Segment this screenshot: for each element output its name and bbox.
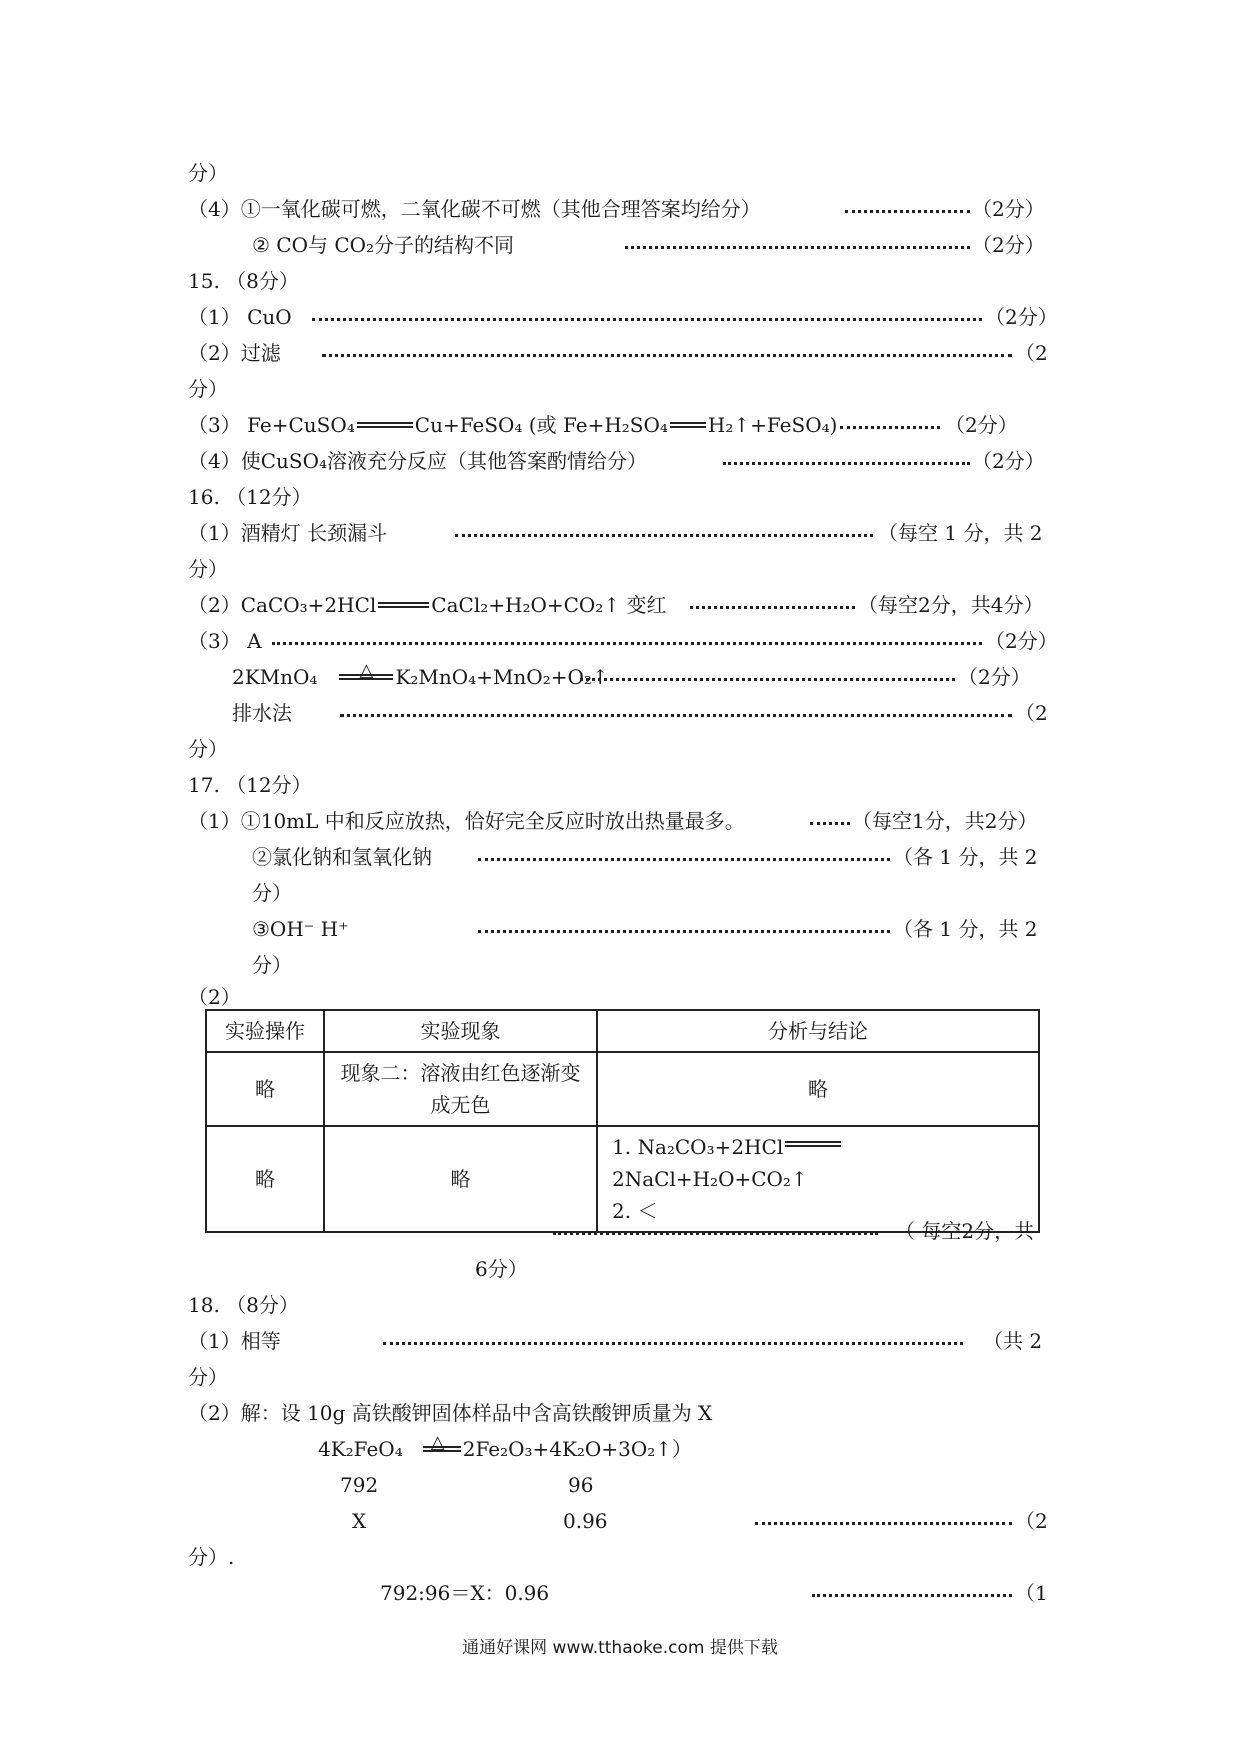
dot-leader <box>383 1342 963 1345</box>
table-cell: 略 <box>206 1126 324 1232</box>
text-line: 分） <box>188 557 228 581</box>
text-line: （2）解：设 10g 高铁酸钾固体样品中含高铁酸钾质量为 X <box>188 1401 713 1425</box>
dot-leader <box>625 246 970 249</box>
equation-products: 2NaCl+H₂O+CO₂↑ <box>612 1167 808 1191</box>
table-header: 分析与结论 <box>597 1010 1039 1052</box>
experiment-table <box>205 1009 1040 1233</box>
equation-products: CaCl₂+H₂O+CO₂↑ 变红 <box>431 593 667 617</box>
equation-products: H₂↑+FeSO₄) <box>707 413 838 437</box>
score: （各 1 分，共 2 <box>893 917 1038 941</box>
equation-reactants: （3） Fe+CuSO₄ <box>188 413 355 437</box>
table-header: 实验现象 <box>324 1010 597 1052</box>
answer-4-line2: ② CO与 CO₂分子的结构不同 <box>252 233 515 257</box>
equals-sign <box>355 412 415 438</box>
text-line: 792 <box>340 1473 379 1497</box>
dot-leader <box>478 858 890 861</box>
score: （2分） <box>958 665 1031 689</box>
dot-leader <box>340 714 1012 717</box>
question-15-heading: 15. （8分） <box>188 269 299 293</box>
text-line: 96 <box>568 1473 594 1497</box>
text-line: 792:96＝X：0.96 <box>380 1581 550 1605</box>
page-footer: 通通好课网 www.tthaoke.com 提供下载 <box>462 1638 778 1658</box>
score: （每空1分，共2分） <box>852 809 1038 833</box>
dot-leader <box>312 318 982 321</box>
text-line: 分） <box>188 1365 228 1389</box>
text-line: X <box>352 1509 367 1533</box>
equation-reactants: （2）CaCO₃+2HCl <box>188 593 377 617</box>
table-cell: 略 <box>324 1126 597 1232</box>
dot-leader <box>723 462 970 465</box>
equation-line <box>188 412 837 438</box>
equation-line <box>612 1131 1030 1195</box>
score: （各 1 分，共 2 <box>893 845 1038 869</box>
score: （2分） <box>945 413 1018 437</box>
score: （2 <box>1015 701 1048 725</box>
question-17-heading: 17. （12分） <box>188 773 312 797</box>
text-line: 6分） <box>475 1257 528 1281</box>
equals-sign <box>376 592 431 618</box>
dot-leader <box>272 642 982 645</box>
dot-leader <box>478 930 890 933</box>
equation-products: K₂MnO₄+MnO₂+O₂↑ <box>395 665 609 689</box>
text-line: （1）相等 <box>188 1329 281 1353</box>
text-line: （2）过滤 <box>188 341 281 365</box>
text-line: （1） CuO <box>188 305 292 329</box>
text-line: （1）①10mL 中和反应放热，恰好完全反应时放出热量最多。 <box>188 809 745 833</box>
text-line: （4）使CuSO₄溶液充分反应（其他答案酌情给分） <box>188 449 648 473</box>
score: （2分） <box>972 197 1045 221</box>
dot-leader <box>810 822 850 825</box>
equation-line <box>232 660 609 690</box>
dot-leader <box>690 606 855 609</box>
equation-line <box>188 592 666 618</box>
equals-sign <box>421 1432 463 1462</box>
dot-leader <box>580 678 955 681</box>
table-row <box>206 1052 1039 1126</box>
text-line: 分） <box>252 953 292 977</box>
table-cell: 略 <box>206 1052 324 1126</box>
text-line: 排水法 <box>232 701 292 725</box>
dot-leader <box>845 210 970 213</box>
equation-reactants: 4K₂FeO₄ <box>318 1437 403 1461</box>
dot-leader <box>322 354 1012 357</box>
dot-leader <box>455 534 873 537</box>
text-line: （2） <box>188 985 241 1009</box>
text-line: ③OH⁻ H⁺ <box>252 917 349 941</box>
dot-leader <box>755 1522 1012 1525</box>
score: （1 <box>1015 1581 1048 1605</box>
text-line: 分） <box>188 737 228 761</box>
score: （每空2分，共4分） <box>858 593 1044 617</box>
equals-sign <box>668 412 708 438</box>
answer-4-line1: （4）①一氧化碳可燃，二氧化碳不可燃（其他合理答案均给分） <box>188 197 761 221</box>
dot-leader <box>840 426 940 429</box>
question-16-heading: 16. （12分） <box>188 485 312 509</box>
text-line: （1）酒精灯 长颈漏斗 <box>188 521 388 545</box>
score: （ 每空2分，共 <box>895 1219 1035 1243</box>
score: （2 <box>1015 341 1048 365</box>
score: （2分） <box>985 305 1058 329</box>
equation-line <box>318 1432 692 1462</box>
equation-products: Cu+FeSO₄ (或 Fe+H₂SO₄ <box>414 413 668 437</box>
equation-reactants: 1. Na₂CO₃+2HCl <box>612 1135 784 1159</box>
table-row <box>206 1126 1039 1232</box>
score: （2分） <box>972 449 1045 473</box>
table-cell-line: 2. ＜ <box>612 1199 658 1223</box>
table-cell: 略 <box>597 1052 1039 1126</box>
text-line: 分）. <box>188 1545 235 1569</box>
score: （2分） <box>985 629 1058 653</box>
text-line: 分） <box>188 377 228 401</box>
score: （每空 1 分，共 2 <box>878 521 1043 545</box>
equals-sign <box>337 660 395 690</box>
text-line: 分） <box>252 881 292 905</box>
text-line: ②氯化钠和氢氧化钠 <box>252 845 432 869</box>
text-line: 0.96 <box>563 1509 608 1533</box>
table-cell <box>597 1126 1039 1232</box>
dot-leader <box>812 1594 1012 1597</box>
text-line: 分） <box>188 161 228 185</box>
equals-sign <box>783 1131 843 1157</box>
question-18-heading: 18. （8分） <box>188 1293 299 1317</box>
table-header: 实验操作 <box>206 1010 324 1052</box>
heat-triangle-icon: △ <box>430 1432 445 1453</box>
score: （2 <box>1015 1509 1048 1533</box>
text-line: （3） A <box>188 629 262 653</box>
equation-products: 2Fe₂O₃+4K₂O+3O₂↑） <box>462 1437 692 1461</box>
heat-triangle-icon: △ <box>359 660 374 681</box>
table-header-row <box>206 1010 1039 1052</box>
equation-reactants: 2KMnO₄ <box>232 665 318 689</box>
table-cell: 现象二：溶液由红色逐渐变成无色 <box>324 1052 597 1126</box>
dot-leader <box>553 1232 878 1235</box>
score: （共 2 <box>983 1329 1043 1353</box>
score: （2分） <box>972 233 1045 257</box>
